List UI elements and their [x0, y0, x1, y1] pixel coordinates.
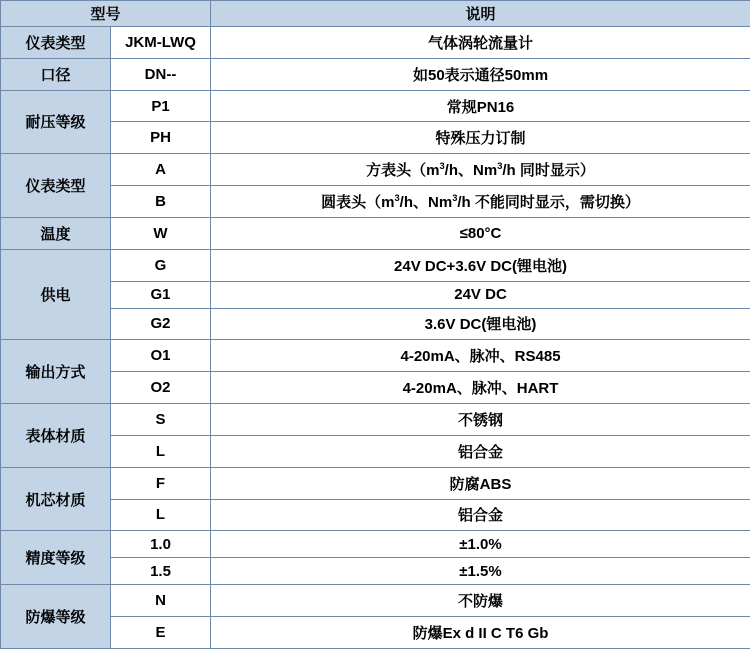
table-row [1, 154, 750, 186]
category-cell: 表体材质 [1, 404, 111, 468]
table-header-row [1, 1, 750, 27]
description-cell: 4-20mA、脉冲、RS485 [211, 340, 750, 372]
description-cell: 4-20mA、脉冲、HART [211, 372, 750, 404]
description-cell: 3.6V DC(锂电池) [211, 308, 750, 340]
table-row [1, 585, 750, 617]
description-cell: ±1.5% [211, 558, 750, 585]
table-row [1, 281, 750, 308]
description-cell: 气体涡轮流量计 [211, 27, 750, 59]
code-cell: L [111, 435, 211, 467]
description-cell: 圆表头（$m^3/h$、Nm$^3$/h 不能同时显示，需切换） [211, 186, 750, 218]
code-cell: L [111, 499, 211, 531]
description-cell: 铝合金 [211, 435, 750, 467]
category-cell: 供电 [1, 249, 111, 340]
table-row [1, 186, 750, 218]
category-cell: 温度 [1, 217, 111, 249]
code-cell: PH [111, 122, 211, 154]
description-cell: 不锈钢 [211, 404, 750, 436]
code-cell: E [111, 617, 211, 649]
description-cell: ≤80°C [211, 217, 750, 249]
code-cell: G1 [111, 281, 211, 308]
category-cell: 防爆等级 [1, 585, 111, 649]
code-cell: G [111, 249, 211, 281]
table-row [1, 435, 750, 467]
table-row [1, 467, 750, 499]
table-row [1, 249, 750, 281]
header-description: 说明 [211, 1, 750, 27]
code-cell: G2 [111, 308, 211, 340]
category-cell: 仪表类型 [1, 154, 111, 218]
table-row [1, 499, 750, 531]
description-cell: ±1.0% [211, 531, 750, 558]
description-cell: 如50表示通径50mm [211, 58, 750, 90]
category-cell: 机芯材质 [1, 467, 111, 531]
table-row [1, 340, 750, 372]
code-cell: 1.5 [111, 558, 211, 585]
table-row [1, 58, 750, 90]
description-cell: 防爆Ex d II C T6 Gb [211, 617, 750, 649]
code-cell: P1 [111, 90, 211, 122]
code-cell: JKM-LWQ [111, 27, 211, 59]
table-row [1, 558, 750, 585]
code-cell: O1 [111, 340, 211, 372]
category-cell: 仪表类型 [1, 27, 111, 59]
category-cell: 精度等级 [1, 531, 111, 585]
code-cell: O2 [111, 372, 211, 404]
code-cell: DN-- [111, 58, 211, 90]
table-row [1, 122, 750, 154]
code-cell: W [111, 217, 211, 249]
description-cell: 不防爆 [211, 585, 750, 617]
table-row [1, 217, 750, 249]
category-cell: 耐压等级 [1, 90, 111, 154]
description-cell: 24V DC [211, 281, 750, 308]
table-row [1, 372, 750, 404]
table-row [1, 404, 750, 436]
header-model: 型号 [1, 1, 211, 27]
description-cell: 铝合金 [211, 499, 750, 531]
table-row [1, 531, 750, 558]
description-cell: 方表头（$m^3/h$、Nm$^3$/h 同时显示） [211, 154, 750, 186]
description-cell: 24V DC+3.6V DC(锂电池) [211, 249, 750, 281]
code-cell: F [111, 467, 211, 499]
table-row [1, 308, 750, 340]
code-cell: 1.0 [111, 531, 211, 558]
category-cell: 输出方式 [1, 340, 111, 404]
code-cell: N [111, 585, 211, 617]
table-row [1, 27, 750, 59]
code-cell: B [111, 186, 211, 218]
description-cell: 防腐ABS [211, 467, 750, 499]
table-row [1, 90, 750, 122]
category-cell: 口径 [1, 58, 111, 90]
code-cell: S [111, 404, 211, 436]
table-body [1, 27, 750, 649]
description-cell: 常规PN16 [211, 90, 750, 122]
table-row [1, 617, 750, 649]
description-cell: 特殊压力订制 [211, 122, 750, 154]
code-cell: A [111, 154, 211, 186]
